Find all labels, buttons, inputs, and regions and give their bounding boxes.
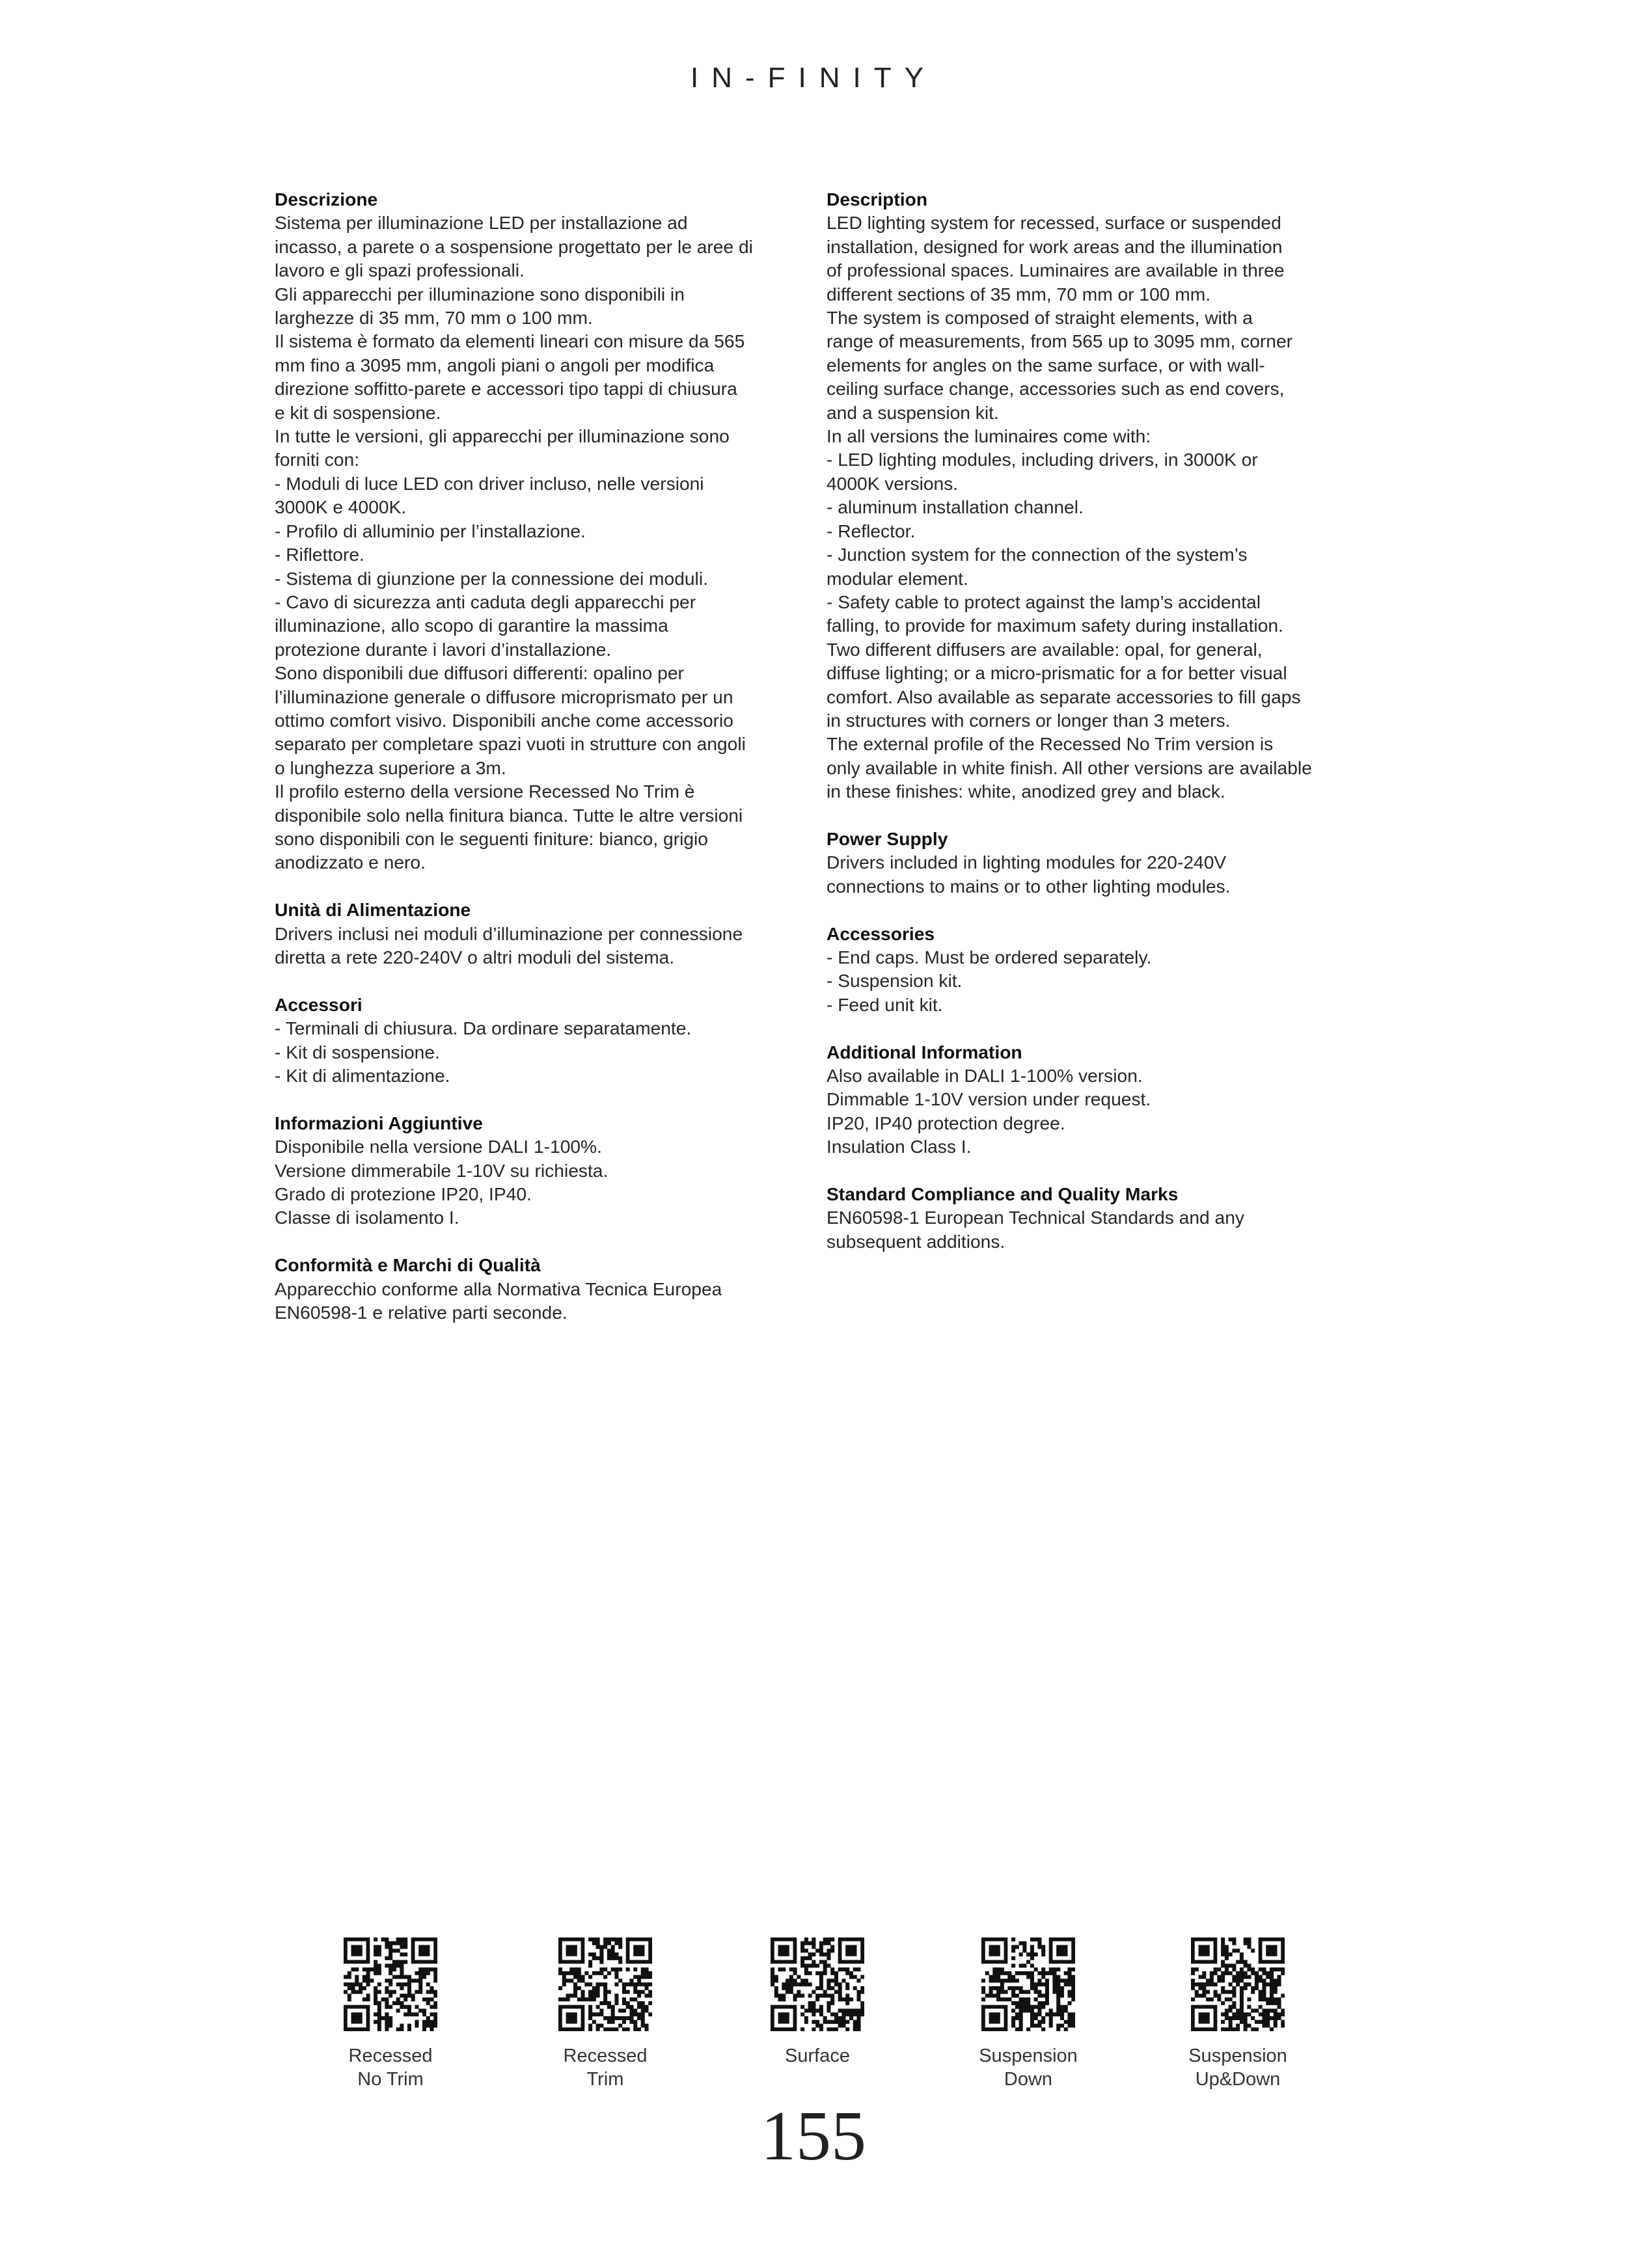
qr-code-icon[interactable] — [1191, 1937, 1285, 2031]
qr-caption: Suspension Up&Down — [1188, 2045, 1287, 2090]
text-section — [827, 827, 1350, 898]
qr-suspension-up-down[interactable] — [1134, 1937, 1342, 2091]
text-line: sono disponibili con le seguenti finiture: bianco, grigio — [275, 828, 708, 849]
text-section — [275, 993, 799, 1088]
text-line: forniti con: — [275, 449, 360, 470]
text-section — [275, 187, 799, 874]
qr-code-icon[interactable] — [344, 1937, 437, 2031]
section-heading: Accessories — [827, 923, 935, 944]
italian-column — [275, 187, 799, 1348]
text-section — [827, 187, 1350, 803]
text-line: in these finishes: white, anodized grey and black. — [827, 781, 1225, 802]
text-line: EN60598-1 European Technical Standards and any — [827, 1207, 1244, 1228]
text-line: connections to mains or to other lighting modules. — [827, 875, 1231, 897]
text-line: - Kit di sospensione. — [275, 1041, 440, 1062]
text-line: In tutte le versioni, gli apparecchi per illuminazione sono — [275, 425, 730, 447]
text-line: Dimmable 1-10V version under request. — [827, 1088, 1151, 1110]
text-line: EN60598-1 e relative parti seconde. — [275, 1302, 567, 1323]
section-body — [275, 211, 799, 874]
text-line: - Cavo di sicurezza anti caduta degli apparecchi per — [275, 591, 696, 612]
text-line: mm fino a 3095 mm, angoli piani o angoli per modifica — [275, 354, 715, 375]
text-line: Gli apparecchi per illuminazione sono disponibili in — [275, 283, 685, 304]
text-section — [275, 1111, 799, 1230]
text-line: range of measurements, from 565 up to 3095 mm, corner — [827, 331, 1293, 352]
text-line: 3000K e 4000K. — [275, 496, 407, 518]
text-line: Apparecchio conforme alla Normativa Tecnica Europea — [275, 1278, 722, 1299]
qr-caption: Surface — [785, 2045, 850, 2066]
text-line: - Moduli di luce LED con driver incluso, nelle versioni — [275, 472, 704, 494]
text-line: ceiling surface change, accessories such as end covers, — [827, 378, 1285, 399]
text-line: falling, to provide for maximum safety during installation. — [827, 615, 1283, 636]
section-heading: Informazioni Aggiuntive — [275, 1112, 483, 1133]
section-body — [275, 1277, 799, 1325]
brand-title: IN-FINITY — [690, 62, 937, 94]
text-line: - Junction system for the connection of the system’s — [827, 544, 1248, 565]
qr-caption: Recessed No Trim — [348, 2045, 433, 2090]
text-line: disponibile solo nella finitura bianca. Tutte le altre versioni — [275, 804, 743, 826]
text-line: o lunghezza superiore a 3m. — [275, 757, 506, 778]
text-line: Drivers included in lighting modules for 220-240V — [827, 852, 1227, 873]
text-line: Grado di protezione IP20, IP40. — [275, 1183, 532, 1205]
text-line: - LED lighting modules, including drivers, in 3000K or — [827, 449, 1258, 470]
text-line: Also available in DALI 1-100% version. — [827, 1064, 1143, 1086]
text-line: subsequent additions. — [827, 1230, 1005, 1252]
section-body — [827, 211, 1350, 803]
qr-code-icon[interactable] — [771, 1937, 864, 2031]
text-line: The external profile of the Recessed No Trim version is — [827, 733, 1274, 755]
text-section — [827, 1040, 1350, 1159]
text-line: Disponibile nella versione DALI 1-100%. — [275, 1136, 602, 1157]
english-column — [827, 187, 1350, 1277]
section-body — [827, 945, 1350, 1016]
qr-caption: Suspension Down — [979, 2045, 1078, 2090]
qr-code-icon[interactable] — [981, 1937, 1075, 2031]
qr-code-icon[interactable] — [558, 1937, 652, 2031]
section-heading: Power Supply — [827, 828, 948, 849]
qr-recessed-no-trim[interactable] — [286, 1937, 495, 2091]
text-line: different sections of 35 mm, 70 mm or 100 mm. — [827, 283, 1211, 304]
text-line: modular element. — [827, 567, 968, 589]
text-line: comfort. Also available as separate accessories to fill gaps — [827, 686, 1301, 707]
text-line: direzione soffitto-parete e accessori tipo tappi di chiusura — [275, 378, 737, 399]
text-line: Sistema per illuminazione LED per installazione ad — [275, 212, 688, 234]
text-line: The system is composed of straight elements, with a — [827, 307, 1253, 329]
section-body — [827, 850, 1350, 898]
text-line: diffuse lighting; or a micro-prismatic for a for better visual — [827, 662, 1287, 684]
text-line: lavoro e gli spazi professionali. — [275, 260, 525, 281]
section-heading: Conformità e Marchi di Qualità — [275, 1254, 541, 1276]
text-line: - Terminali di chiusura. Da ordinare separatamente. — [275, 1018, 692, 1039]
section-body — [275, 1016, 799, 1087]
text-line: - Suspension kit. — [827, 970, 963, 992]
qr-recessed-trim[interactable] — [501, 1937, 709, 2091]
text-line: elements for angles on the same surface, or with wall- — [827, 354, 1265, 375]
text-line: - Sistema di giunzione per la connessione dei moduli. — [275, 567, 708, 589]
text-line: - Feed unit kit. — [827, 993, 943, 1015]
text-line: Classe di isolamento I. — [275, 1207, 459, 1228]
section-heading: Standard Compliance and Quality Marks — [827, 1183, 1179, 1204]
page-number: 155 — [761, 2098, 866, 2175]
text-section — [827, 1182, 1350, 1253]
text-line: - Safety cable to protect against the lamp’s accidental — [827, 591, 1261, 612]
text-line: - Riflettore. — [275, 544, 364, 565]
section-heading: Description — [827, 189, 928, 209]
qr-surface[interactable] — [713, 1937, 922, 2068]
text-line: IP20, IP40 protection degree. — [827, 1112, 1065, 1133]
text-line: LED lighting system for recessed, surface or suspended — [827, 212, 1281, 234]
section-heading: Unità di Alimentazione — [275, 899, 471, 921]
text-line: - End caps. Must be ordered separately. — [827, 946, 1152, 967]
text-line: in structures with corners or longer than 3 meters. — [827, 709, 1231, 731]
text-line: 4000K versions. — [827, 472, 959, 494]
text-line: illuminazione, allo scopo di garantire la massima — [275, 615, 668, 636]
qr-suspension-down[interactable] — [924, 1937, 1132, 2091]
text-line: Insulation Class I. — [827, 1136, 972, 1157]
text-line: l’illuminazione generale o diffusore microprismato per un — [275, 686, 733, 707]
text-line: anodizzato e nero. — [275, 852, 426, 873]
section-heading: Descrizione — [275, 189, 378, 209]
text-line: larghezze di 35 mm, 70 mm o 100 mm. — [275, 307, 593, 329]
text-line: Il sistema è formato da elementi lineari con misure da 565 — [275, 331, 745, 352]
text-line: and a suspension kit. — [827, 401, 999, 423]
text-section — [827, 922, 1350, 1017]
section-heading: Additional Information — [827, 1041, 1022, 1062]
text-line: - Kit di alimentazione. — [275, 1065, 450, 1086]
text-line: protezione durante i lavori d’installazione. — [275, 638, 612, 660]
text-line: Il profilo esterno della versione Recessed No Trim è — [275, 781, 695, 802]
text-line: only available in white finish. All other versions are available — [827, 757, 1312, 778]
text-line: - Reflector. — [827, 520, 916, 541]
text-section — [275, 898, 799, 969]
text-line: diretta a rete 220-240V o altri moduli del sistema. — [275, 946, 675, 967]
text-section — [275, 1253, 799, 1324]
qr-caption: Recessed Trim — [563, 2045, 648, 2090]
section-body — [827, 1064, 1350, 1159]
text-line: of professional spaces. Luminaires are available in three — [827, 260, 1285, 281]
text-line: separato per completare spazi vuoti in strutture con angoli — [275, 733, 746, 755]
section-body — [275, 922, 799, 969]
text-line: In all versions the luminaires come with: — [827, 425, 1151, 447]
text-line: installation, designed for work areas and the illumination — [827, 236, 1283, 257]
section-body — [275, 1135, 799, 1230]
text-line: - Profilo di alluminio per l’installazione. — [275, 520, 586, 541]
text-line: incasso, a parete o a sospensione progettato per le aree di — [275, 236, 753, 257]
text-line: Versione dimmerabile 1-10V su richiesta. — [275, 1159, 608, 1181]
text-line: Two different diffusers are available: opal, for general, — [827, 638, 1263, 660]
text-line: Sono disponibili due diffusori differenti: opalino per — [275, 662, 684, 684]
section-body — [827, 1206, 1350, 1253]
text-line: - aluminum installation channel. — [827, 496, 1084, 518]
section-heading: Accessori — [275, 993, 362, 1015]
text-line: Drivers inclusi nei moduli d’illuminazione per connessione — [275, 923, 743, 944]
text-line: ottimo comfort visivo. Disponibili anche come accessorio — [275, 709, 733, 731]
text-line: e kit di sospensione. — [275, 401, 441, 423]
